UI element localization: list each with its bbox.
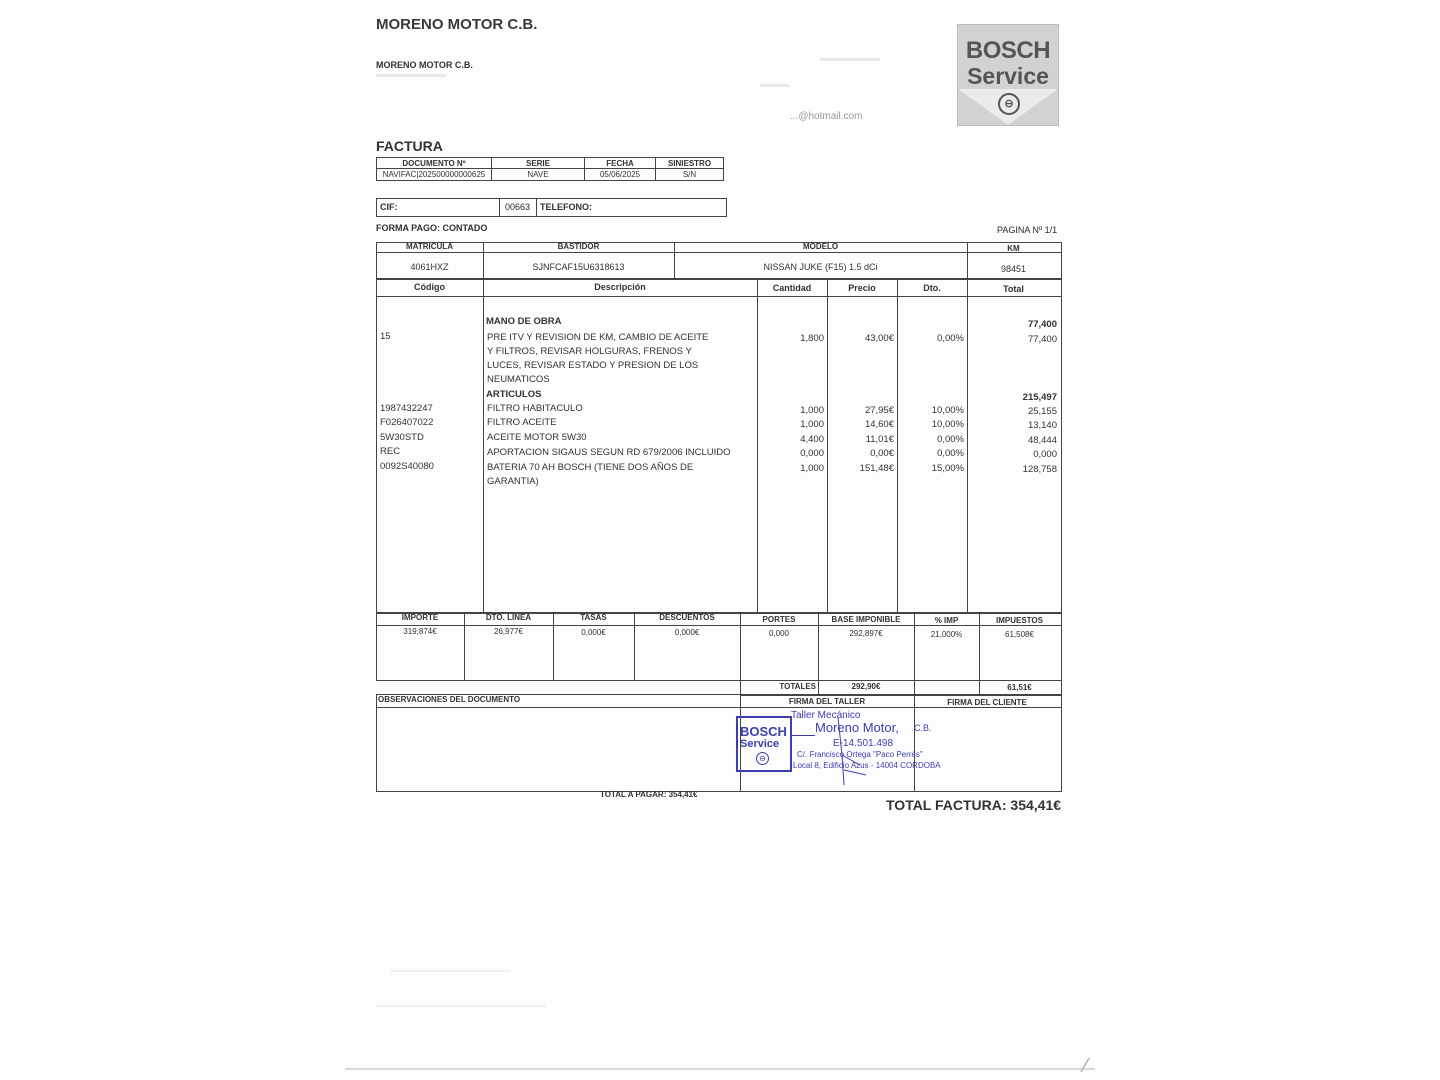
item-total: 48,444 bbox=[1027, 435, 1057, 446]
footer-box bbox=[376, 694, 1062, 792]
item-price: 27,95€ bbox=[864, 405, 894, 416]
plate-header: MATRICULA bbox=[406, 242, 453, 251]
document-claim: S/N bbox=[656, 169, 724, 181]
col-code-header: Código bbox=[414, 282, 445, 292]
totals-base: 292,90€ bbox=[851, 682, 881, 691]
item-total: 13,140 bbox=[1027, 420, 1057, 431]
col-price-header: Precio bbox=[848, 283, 876, 293]
client-signature-label: FIRMA DEL CLIENTE bbox=[947, 698, 1027, 707]
item-price: 151,48€ bbox=[859, 463, 894, 474]
item-price: 14,60€ bbox=[864, 419, 894, 430]
line-discount-header: DTO. LINEA bbox=[485, 613, 532, 622]
item-desc-line: FILTRO HABITACULO bbox=[487, 403, 583, 414]
item-desc-line: LUCES, REVISAR ESTADO Y PRESION DE LOS bbox=[487, 360, 699, 371]
item-price: 0,00€ bbox=[870, 448, 894, 459]
redacted-phone bbox=[820, 58, 880, 61]
item-dto: 0,00% bbox=[937, 448, 964, 459]
cif-label: CIF: bbox=[380, 202, 398, 212]
stamp-line: Taller Mecánico bbox=[791, 710, 861, 721]
phone-label: TELEFONO: bbox=[540, 202, 592, 212]
item-total: 128,758 bbox=[1022, 464, 1057, 475]
tax-base-header: BASE IMPONIBLE bbox=[831, 615, 901, 624]
total-to-pay: TOTAL A PAGAR: 354,41€ bbox=[600, 790, 698, 799]
fees-header: TASAS bbox=[580, 613, 607, 622]
col-dto-header: Dto. bbox=[923, 283, 941, 293]
stamp-name: Moreno Motor, bbox=[815, 720, 899, 735]
item-price: 11,01€ bbox=[865, 434, 894, 445]
redacted-address bbox=[376, 74, 446, 77]
client-code: 00663 bbox=[505, 202, 531, 212]
stamp-line: C/. Francisco Ortega "Paco Perrés" bbox=[797, 750, 923, 759]
item-desc-line: ACEITE MOTOR 5W30 bbox=[487, 432, 587, 443]
lines-table bbox=[376, 278, 1062, 614]
fees-value: 0,000€ bbox=[581, 628, 606, 637]
shipping-header: PORTES bbox=[762, 615, 796, 624]
document-title: FACTURA bbox=[376, 138, 443, 154]
workshop-signature-label: FIRMA DEL TALLER bbox=[788, 697, 866, 706]
document-date: 05/06/2025 bbox=[585, 169, 656, 181]
col-desc-header: Descripción bbox=[594, 282, 646, 292]
signature-scribble bbox=[830, 715, 870, 787]
item-code: 0092S40080 bbox=[380, 461, 434, 472]
item-qty: 1,000 bbox=[800, 463, 824, 474]
redacted-text bbox=[760, 84, 790, 87]
document-number: NAVIFAC|202500000000625 bbox=[377, 169, 492, 181]
company-name-small: MORENO MOTOR C.B. bbox=[376, 60, 473, 70]
stamp-suffix: C.B. bbox=[914, 723, 932, 733]
tax-rate-header: % IMP bbox=[934, 616, 959, 625]
item-dto: 10,00% bbox=[931, 419, 964, 430]
taxes-value: 61,508€ bbox=[1005, 630, 1034, 639]
item-price: 43,00€ bbox=[864, 333, 894, 344]
shipping-value: 0,000 bbox=[768, 629, 790, 638]
item-code: 5W30STD bbox=[380, 432, 424, 443]
invoice-total: TOTAL FACTURA: 354,41€ bbox=[886, 797, 1062, 813]
page-number: PAGINA Nº 1/1 bbox=[997, 225, 1058, 235]
section-title: ARTICULOS bbox=[486, 389, 542, 400]
bosch-armature-icon: ⊖ bbox=[756, 752, 769, 765]
import-header: IMPORTE bbox=[401, 613, 439, 622]
item-code: 1987432247 bbox=[380, 403, 433, 414]
item-desc-line: Y FILTROS, REVISAR HOLGURAS, FRENOS Y bbox=[487, 346, 692, 357]
bosch-service-logo: BOSCH Service ⊖ bbox=[957, 24, 1059, 126]
totals-label: TOTALES bbox=[779, 682, 816, 691]
item-dto: 0,00% bbox=[937, 333, 964, 344]
scan-artifact bbox=[390, 970, 510, 972]
item-dto: 15,00% bbox=[931, 463, 964, 474]
discounts-header: DESCUENTOS bbox=[659, 613, 715, 622]
bosch-armature-icon: ⊖ bbox=[998, 93, 1020, 115]
section-title: MANO DE OBRA bbox=[486, 316, 562, 327]
plate-value: 4061HXZ bbox=[410, 262, 449, 272]
company-name: MORENO MOTOR C.B. bbox=[376, 16, 538, 33]
import-value: 319,874€ bbox=[403, 627, 437, 636]
km-header: KM bbox=[1007, 244, 1020, 253]
line-discount-value: 26,977€ bbox=[494, 627, 523, 636]
model-header: MODELO bbox=[802, 242, 839, 251]
stamp-bracket bbox=[790, 723, 815, 736]
section-subtotal: 77,400 bbox=[1027, 319, 1057, 330]
document-header-table: DOCUMENTO Nº SERIE FECHA SINIESTRO NAVIFAC|202500000000625 NAVE 05/06/2025 S/N bbox=[376, 157, 724, 181]
taxes-header: IMPUESTOS bbox=[996, 616, 1043, 625]
item-desc-line: GARANTIA) bbox=[487, 476, 539, 487]
item-dto: 10,00% bbox=[931, 405, 964, 416]
item-total: 25,155 bbox=[1027, 406, 1057, 417]
vin-value: SJNFCAF15U6318613 bbox=[532, 262, 625, 272]
tax-rate-value: 21,000% bbox=[930, 630, 963, 639]
item-dto: 0,00% bbox=[937, 434, 964, 445]
item-code: 15 bbox=[380, 331, 391, 342]
stamp-line: E-14.501.498 bbox=[833, 738, 894, 749]
km-value: 98451 bbox=[1000, 264, 1027, 274]
item-code: F026407022 bbox=[380, 417, 434, 428]
page-edge bbox=[345, 1068, 1095, 1070]
item-code: REC bbox=[380, 446, 401, 457]
totals-tax: 61,51€ bbox=[1007, 683, 1032, 692]
item-desc-line: FILTRO ACEITE bbox=[487, 417, 557, 428]
item-desc-line: APORTACION SIGAUS SEGUN RD 679/2006 INCLUIDO bbox=[487, 447, 731, 458]
col-qty-header: Cantidad bbox=[772, 283, 812, 293]
col-total-header: Total bbox=[1003, 284, 1024, 294]
model-value: NISSAN JUKE (F15) 1.5 dCi bbox=[763, 262, 878, 272]
item-desc-line: NEUMATICOS bbox=[487, 374, 550, 385]
item-total: 0,000 bbox=[1033, 449, 1057, 460]
item-total: 77,400 bbox=[1027, 334, 1057, 345]
stamp-line: Local 8, Edificio Azus - 14004 CORDOBA bbox=[793, 761, 941, 770]
payment-method: FORMA PAGO: CONTADO bbox=[376, 223, 488, 233]
item-qty: 1,800 bbox=[800, 333, 824, 344]
item-qty: 0,000 bbox=[800, 448, 824, 459]
item-desc-line: PRE ITV Y REVISION DE KM, CAMBIO DE ACEITE bbox=[487, 332, 709, 343]
company-email: ...@hotmail.com bbox=[790, 111, 863, 122]
observations-label: OBSERVACIONES DEL DOCUMENTO bbox=[378, 695, 521, 704]
tax-base-value: 292,897€ bbox=[849, 629, 883, 638]
discounts-value: 0,000€ bbox=[674, 628, 700, 637]
section-subtotal: 215,497 bbox=[1022, 392, 1057, 403]
item-qty: 4,400 bbox=[800, 434, 824, 445]
scan-artifact bbox=[376, 1005, 546, 1007]
item-qty: 1,000 bbox=[800, 405, 824, 416]
document-series: NAVE bbox=[492, 169, 585, 181]
vin-header: BASTIDOR bbox=[557, 242, 600, 251]
item-qty: 1,000 bbox=[800, 419, 824, 430]
bosch-stamp-logo: BOSCH Service ⊖ bbox=[736, 716, 792, 772]
item-desc-line: BATERIA 70 AH BOSCH (TIENE DOS AÑOS DE bbox=[487, 462, 694, 473]
